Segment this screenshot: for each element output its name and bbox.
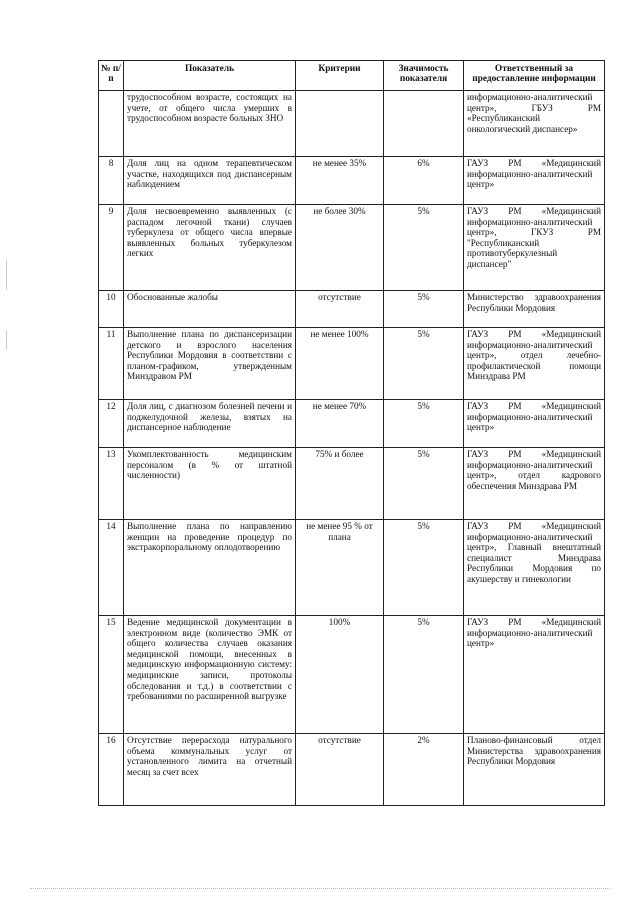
row-significance: 5% <box>384 520 464 616</box>
row-significance: 5% <box>384 291 464 328</box>
header-responsible: Ответственный за предоставление информации <box>464 61 605 91</box>
table-row <box>99 734 605 806</box>
table-row <box>99 400 605 448</box>
row-number: 14 <box>99 520 124 616</box>
row-significance: 5% <box>384 328 464 400</box>
row-number: 11 <box>99 328 124 400</box>
row-indicator: Отсутствие перерасхода натурального объема коммунальных услуг от установленного лимита на отчетный месяц за счет всех <box>124 734 296 806</box>
row-number: 16 <box>99 734 124 806</box>
row-number: 13 <box>99 448 124 520</box>
row-significance: 5% <box>384 205 464 291</box>
row-responsible: ГАУЗ РМ «Медицинский информационно-аналитический центр» <box>464 157 605 205</box>
row-responsible: ГАУЗ РМ «Медицинский информационно-аналитический центр», ГКУЗ РМ "Республиканский противотуберкулезный диспансер" <box>464 205 605 291</box>
row-number: 8 <box>99 157 124 205</box>
row-criterion: 75% и более <box>296 448 384 520</box>
header-significance: Значимость показателя <box>384 61 464 91</box>
row-indicator: трудоспособном возрасте, состоящих на учете, от общего числа умерших в трудоспособном возрасте больных ЗНО <box>124 91 296 157</box>
row-criterion: не менее 35% <box>296 157 384 205</box>
row-indicator: Доля лиц на одном терапевтическом участке, находящихся под диспансерным наблюдением <box>124 157 296 205</box>
table-row <box>99 205 605 291</box>
row-number: 10 <box>99 291 124 328</box>
scan-mark <box>6 330 7 350</box>
row-responsible: ГАУЗ РМ «Медицинский информационно-аналитический центр», отдел лечебно-профилактической помощи Минздрава РМ <box>464 328 605 400</box>
row-indicator: Доля лиц, с диагнозом болезней печени и поджелудочной железы, взятых на диспансерное наблюдение <box>124 400 296 448</box>
row-significance: 5% <box>384 400 464 448</box>
indicators-table <box>98 60 605 806</box>
row-indicator: Ведение медицинской документации в электронном виде (количество ЭМК от общего количества случаев оказания медицинской помощи, внесенных в медицинскую информационную систему: медицинские записи, протоколы обследования и т.д.) в соответствии с требованиями по расширенной выгрузке <box>124 616 296 734</box>
row-significance <box>384 91 464 157</box>
row-significance: 6% <box>384 157 464 205</box>
table-row <box>99 448 605 520</box>
row-number: 12 <box>99 400 124 448</box>
row-responsible: ГАУЗ РМ «Медицинский информационно-аналитический центр», отдел кадрового обеспечения Минздрава РМ <box>464 448 605 520</box>
table-row <box>99 157 605 205</box>
row-number <box>99 91 124 157</box>
row-criterion: не менее 70% <box>296 400 384 448</box>
table-header-row <box>99 61 605 91</box>
row-indicator: Доля несвоевременно выявленных (с распадом легочной ткани) случаев туберкулеза от общего числа впервые выявленных больных туберкулезом легких <box>124 205 296 291</box>
table-row <box>99 616 605 734</box>
row-responsible: ГАУЗ РМ «Медицинский информационно-аналитический центр» <box>464 616 605 734</box>
header-criterion: Критерии <box>296 61 384 91</box>
table-row <box>99 328 605 400</box>
row-number: 15 <box>99 616 124 734</box>
row-criterion: 100% <box>296 616 384 734</box>
row-criterion: не менее 95 % от плана <box>296 520 384 616</box>
row-criterion <box>296 91 384 157</box>
row-criterion: отсутствие <box>296 291 384 328</box>
header-indicator: Показатель <box>124 61 296 91</box>
row-responsible: Министерство здравоохранения Республики Мордовия <box>464 291 605 328</box>
header-number: № п/п <box>99 61 124 91</box>
row-indicator: Выполнение плана по диспансеризации детского и взрослого населения Республики Мордовия в соответствии с планом-графиком, утвержденным Минздравом РМ <box>124 328 296 400</box>
row-responsible: Планово-финансовый отдел Министерства здравоохранения Республики Мордовия <box>464 734 605 806</box>
table-row <box>99 291 605 328</box>
table-row <box>99 520 605 616</box>
row-indicator: Укомплектованность медицинским персоналом (в % от штатной численности) <box>124 448 296 520</box>
row-responsible: ГАУЗ РМ «Медицинский информационно-аналитический центр» <box>464 400 605 448</box>
row-criterion: не менее 100% <box>296 328 384 400</box>
row-number: 9 <box>99 205 124 291</box>
row-significance: 2% <box>384 734 464 806</box>
row-criterion: не более 30% <box>296 205 384 291</box>
row-indicator: Обоснованные жалобы <box>124 291 296 328</box>
row-criterion: отсутствие <box>296 734 384 806</box>
table-row <box>99 91 605 157</box>
row-significance: 5% <box>384 448 464 520</box>
scan-edge-dots <box>30 888 610 890</box>
row-significance: 5% <box>384 616 464 734</box>
scan-mark <box>6 260 7 290</box>
row-indicator: Выполнение плана по направлению женщин на проведение процедур по экстракорпоральному оплодотворению <box>124 520 296 616</box>
row-responsible: ГАУЗ РМ «Медицинский информационно-аналитический центр», Главный внештатный специалист Минздрава Республики Мордовия по акушерству и гинекологии <box>464 520 605 616</box>
row-responsible: информационно-аналитический центр», ГБУЗ РМ «Республиканский онкологический диспансер» <box>464 91 605 157</box>
